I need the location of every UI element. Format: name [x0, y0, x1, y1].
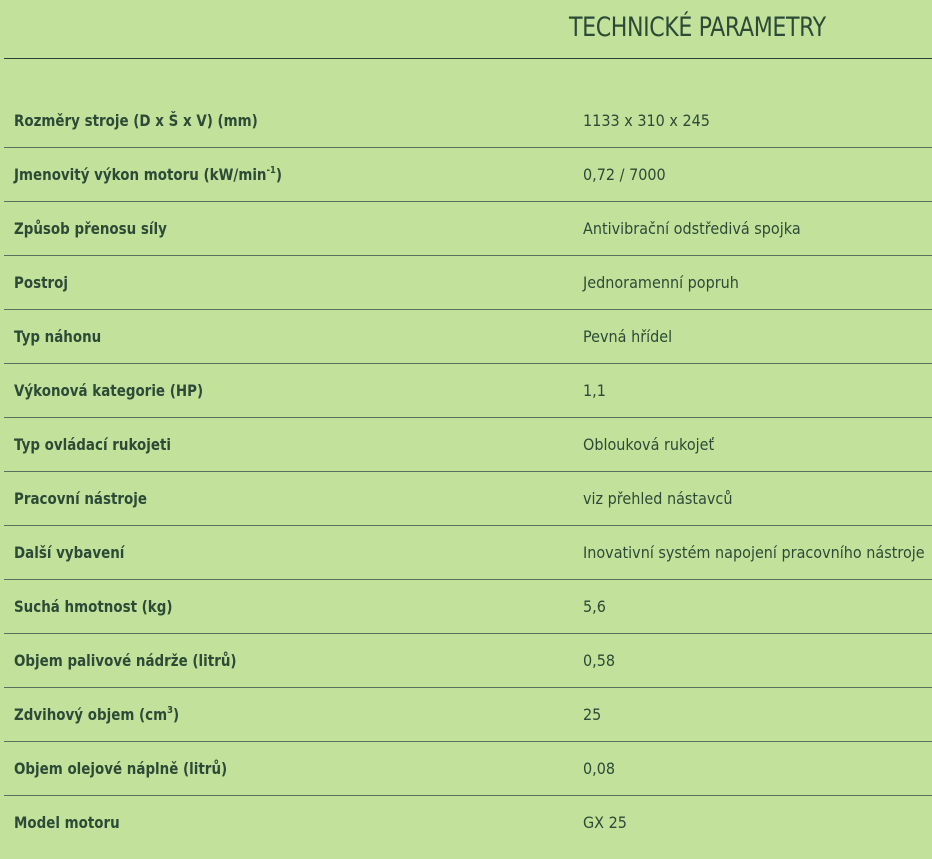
parameter-label: Postroj: [14, 273, 68, 292]
table-row: [4, 634, 932, 688]
parameter-value: GX 25: [583, 813, 627, 832]
table-row: [4, 256, 932, 310]
table-row: [4, 148, 932, 202]
table-row: [4, 310, 932, 364]
parameter-label: Zdvihový objem $(cm^3)$: [14, 704, 180, 724]
table-row: [4, 526, 932, 580]
parameter-value: 0,58: [583, 651, 616, 670]
parameter-value: 5,6: [583, 597, 606, 616]
parameter-value: 1,1: [583, 381, 606, 400]
table-row: [4, 742, 932, 796]
parameter-label: Typ ovládací rukojeti: [14, 435, 172, 454]
parameter-label: Způsob přenosu síly: [14, 219, 167, 238]
parameter-value: 25: [583, 705, 602, 724]
section-title: TECHNICKÉ PARAMETRY: [569, 12, 826, 43]
table-row: [4, 580, 932, 634]
parameter-label: Pracovní nástroje: [14, 489, 148, 508]
parameter-value: Pevná hřídel: [583, 327, 673, 346]
parameter-label: Objem olejové náplně (litrů): [14, 759, 228, 778]
parameter-label: Další vybavení: [14, 543, 125, 562]
parameter-value: 0,08: [583, 759, 616, 778]
parameter-value: Antivibrační odstředivá spojka: [583, 219, 801, 238]
parameter-label: Objem palivové nádrže (litrů): [14, 651, 237, 670]
section-header: [4, 0, 932, 59]
parameter-value: Inovativní systém napojení pracovního nástroje: [583, 543, 925, 562]
parameter-value: Oblouková rukojeť: [583, 435, 715, 454]
parameters-table: [4, 94, 932, 849]
table-row: [4, 94, 932, 148]
table-row: [4, 202, 932, 256]
parameter-value: viz přehled nástavců: [583, 489, 733, 508]
table-row: [4, 688, 932, 742]
parameter-label: Výkonová kategorie (HP): [14, 381, 204, 400]
parameter-label: Suchá hmotnost (kg): [14, 597, 173, 616]
parameter-value: 1133 x 310 x 245: [583, 111, 710, 130]
table-row: [4, 418, 932, 472]
parameter-label: Model motoru: [14, 813, 120, 832]
table-row: [4, 472, 932, 526]
table-row: [4, 796, 932, 849]
parameter-label: Jmenovitý výkon motoru $(kW/\min^{-1})$: [14, 164, 282, 184]
parameter-value: Jednoramenní popruh: [583, 273, 739, 292]
parameter-value: 0,72 / 7000: [583, 165, 666, 184]
table-row: [4, 364, 932, 418]
parameter-label: Rozměry stroje (D x Š x V) (mm): [14, 111, 258, 130]
parameter-label: Typ náhonu: [14, 327, 102, 346]
